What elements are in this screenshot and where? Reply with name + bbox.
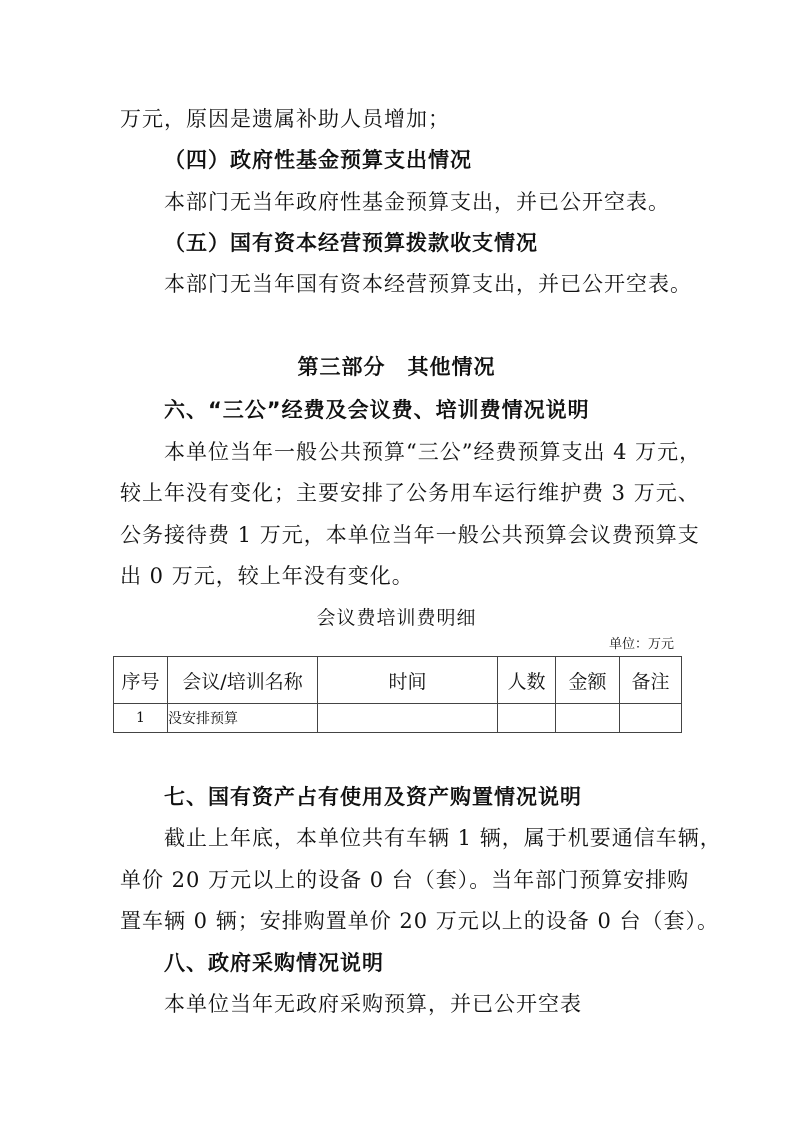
heading-section-seven: 七、国有资产占有使用及资产购置情况说明 [164,785,582,809]
meeting-training-table [113,656,682,733]
cell-index: 1 [114,704,168,733]
paragraph-section-seven-line2: 单价 20 万元以上的设备 0 台（套）。当年部门预算安排购 [120,868,690,892]
heading-state-capital: （五）国有资本经营预算拨款收支情况 [164,231,538,255]
heading-section-six: 六、“三公”经费及会议费、培训费情况说明 [164,398,590,422]
col-header-amount: 金额 [556,657,620,704]
paragraph-government-fund: 本部门无当年政府性基金预算支出，并已公开空表。 [164,190,670,214]
table-unit: 单位：万元 [608,637,674,652]
cell-amount [556,704,620,733]
paragraph-state-capital: 本部门无当年国有资本经营预算支出，并已公开空表。 [164,272,692,296]
table-title: 会议费培训费明细 [316,607,477,629]
paragraph-section-seven-line1: 截止上年底，本单位共有车辆 1 辆，属于机要通信车辆， [164,826,722,850]
cell-remark [620,704,682,733]
heading-government-fund: （四）政府性基金预算支出情况 [164,148,472,172]
col-header-index: 序号 [114,657,168,704]
paragraph-section-six-line2: 较上年没有变化；主要安排了公务用车运行维护费 3 万元、 [120,481,700,505]
col-header-people: 人数 [498,657,556,704]
paragraph-section-eight: 本单位当年无政府采购预算，并已公开空表 [164,992,582,1016]
paragraph-section-six-line4: 出 0 万元，较上年没有变化。 [120,564,414,588]
part-three-title: 第三部分 其他情况 [297,355,496,379]
cell-name: 没安排预算 [168,704,318,733]
paragraph-section-seven-line3: 置车辆 0 辆；安排购置单价 20 万元以上的设备 0 台（套）。 [120,909,719,933]
paragraph-section-six-line3: 公务接待费 1 万元，本单位当年一般公共预算会议费预算支 [120,523,700,547]
heading-section-eight: 八、政府采购情况说明 [164,951,384,975]
col-header-remark: 备注 [620,657,682,704]
col-header-time: 时间 [318,657,498,704]
cell-people [498,704,556,733]
cell-time [318,704,498,733]
table-row [114,704,682,733]
col-header-name: 会议/培训名称 [168,657,318,704]
paragraph-section-six-line1: 本单位当年一般公共预算“三公”经费预算支出 4 万元， [164,440,702,464]
paragraph-continuation: 万元，原因是遗属补助人员增加； [120,107,450,131]
table-header-row [114,657,682,704]
